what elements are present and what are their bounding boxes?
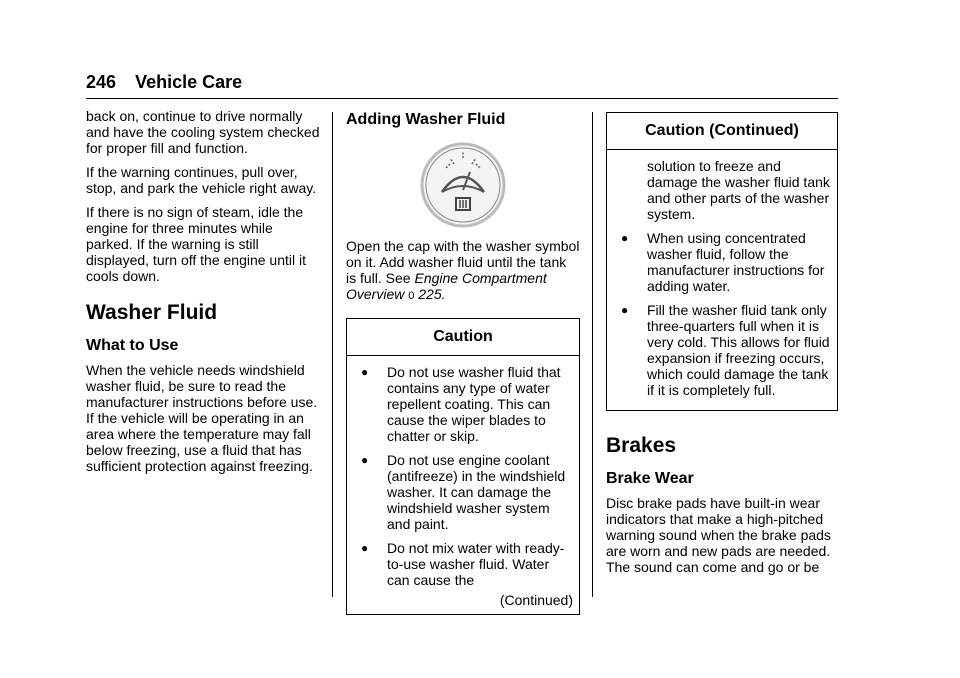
paragraph-add-fluid: Open the cap with the washer symbol on it. Add washer fluid until the tank is full. See Engine Compartment Overview 0 225. — [346, 238, 580, 302]
caution-continued-text: solution to freeze and damage the washer fluid tank and other parts of the washer system. — [647, 158, 830, 222]
list-item: ● Do not use engine coolant (antifreeze) in the windshield washer. It can damage the windshield washer system and paint. — [361, 452, 566, 532]
list-item: ● Do not use washer fluid that contains any type of water repellent coating. This can cause the wiper blades to chatter or skip. — [361, 364, 561, 444]
paragraph: back on, continue to drive normally and have the cooling system checked for proper fill and function. — [86, 108, 320, 156]
page-header — [86, 72, 242, 93]
caution-box — [346, 318, 580, 615]
header-rule — [86, 98, 838, 99]
list-item: ● Do not mix water with ready-to-use washer fluid. Water can cause the — [361, 540, 565, 588]
heading-washer-fluid: Washer Fluid — [86, 301, 218, 324]
heading-brakes: Brakes — [606, 434, 677, 457]
page-number: 246 — [86, 72, 117, 92]
list-item: ● Fill the washer fluid tank only three-quarters full when it is very cold. This allows for fluid expansion if freezing occurs, which could damage the tank if it is completely full. — [621, 302, 830, 398]
bullet-icon: ● — [361, 453, 369, 467]
link-engine-compartment[interactable]: Engine Compartment Overview — [346, 270, 547, 302]
heading-brake-wear: Brake Wear — [606, 470, 694, 487]
bullet-icon: ● — [361, 541, 369, 555]
page-ref-arrow-icon: 0 — [408, 290, 415, 302]
column-divider-2 — [592, 112, 593, 597]
continued-label: (Continued) — [499, 592, 573, 608]
caution-title: Caution — [347, 319, 579, 356]
paragraph: If there is no sign of steam, idle the engine for three minutes while parked. If the warning is still displayed, turn off the engine until it cools down. — [86, 204, 307, 284]
column-divider-1 — [332, 112, 333, 597]
paragraph: When the vehicle needs windshield washer fluid, be sure to read the manufacturer instructions before use. If the vehicle will be operating in an area where the temperature may fall below freezing, use a fluid that has sufficient protection against freezing. — [86, 362, 318, 474]
heading-what-to-use: What to Use — [86, 337, 179, 354]
column-left — [86, 108, 322, 482]
heading-adding-washer-fluid: Adding Washer Fluid — [346, 111, 506, 128]
page-ref[interactable]: 225 — [418, 286, 442, 302]
column-middle — [346, 108, 580, 615]
list-item: ● When using concentrated washer fluid, follow the manufacturer instructions for adding water. — [621, 230, 825, 294]
column-right — [606, 108, 838, 583]
paragraph: If the warning continues, pull over, stop, and park the vehicle right away. — [86, 164, 317, 196]
section-title: Vehicle Care — [135, 72, 243, 92]
bullet-icon: ● — [361, 365, 369, 379]
washer-fluid-symbol-icon — [420, 142, 506, 228]
paragraph-brake-wear: Disc brake pads have built-in wear indicators that make a high-pitched warning sound when the brake pads are worn and new pads are needed. The sound can come and go or be — [606, 495, 831, 575]
caution-continued-title: Caution (Continued) — [607, 113, 837, 150]
bullet-icon: ● — [621, 231, 629, 245]
bullet-icon: ● — [621, 303, 629, 317]
caution-box-continued — [606, 112, 838, 411]
